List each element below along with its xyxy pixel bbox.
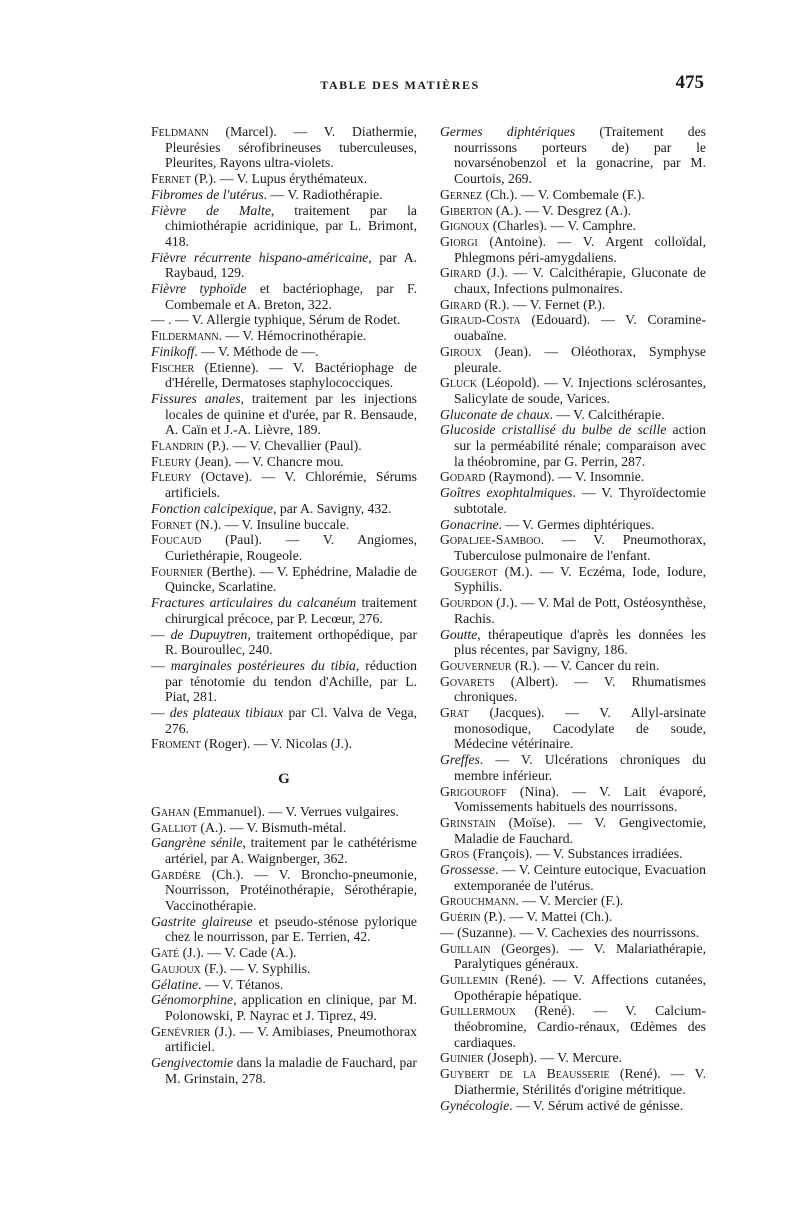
entry-text: . — V. Radiothérapie.	[263, 186, 383, 202]
entry-text: (Marcel). — V. Diathermie, Pleurésies sérofibrineuses tuberculeuses, Pleurites, Rayons ultra-violets.	[165, 124, 417, 171]
entry-text: (Jacques). — V. Allyl-arsinate monosodique, Cacodylate de soude, Médecine vétérinaire.	[454, 705, 706, 752]
entry-text: . — V. Mercier (F.).	[515, 893, 624, 909]
entry-text: , thérapeutique d'après les données les plus récentes, par Savigny, 186.	[454, 626, 706, 658]
entry-author: Fleury	[151, 469, 192, 485]
index-entry	[151, 202, 417, 250]
entry-author: Gaujoux	[151, 960, 201, 976]
index-entry	[440, 673, 706, 705]
entry-subject: Glucoside cristallisé du bulbe de scille	[440, 422, 667, 438]
entry-text: , par A. Savigny, 432.	[273, 500, 392, 516]
entry-text: (F.). — V. Syphilis.	[200, 960, 311, 976]
index-entry	[151, 1023, 417, 1055]
index-entry	[440, 752, 706, 783]
entry-subject: Fièvre typhoïde	[151, 281, 247, 297]
entry-author: Fischer	[151, 359, 195, 375]
entry-text: (Joseph). — V. Mercure.	[483, 1050, 623, 1066]
index-entry	[151, 992, 417, 1023]
entry-author: Galliot	[151, 819, 197, 835]
entry-text: . — V. Tétanos.	[198, 976, 284, 992]
entry-text: (Berthe). — V. Ephédrine, Maladie de Quincke, Scarlatine.	[165, 563, 417, 595]
entry-author: Feldmann	[151, 124, 209, 139]
entry-author: Fildermann	[151, 328, 219, 344]
index-entry	[440, 516, 706, 533]
index-entry	[151, 563, 417, 595]
entry-author: Guérin	[440, 909, 481, 925]
entry-text: (Ch.). — V. Combemale (F.).	[482, 186, 645, 202]
entry-subject: Gonacrine	[440, 516, 499, 532]
index-entry	[440, 218, 706, 234]
entry-text: (René). — V. Diathermie, Stérilités d'origine métritique.	[454, 1066, 706, 1097]
entry-author: Giraud-Costa	[440, 312, 521, 328]
entry-subject: Gengivectomie	[151, 1055, 234, 1071]
index-entry	[151, 657, 417, 705]
entry-text: —	[151, 626, 171, 642]
entry-text: , par A. Raybaud, 129.	[165, 249, 417, 281]
index-entry	[151, 438, 417, 454]
entry-author: Fleury	[151, 453, 192, 469]
entry-subject: Fonction calcipexique	[151, 500, 273, 516]
entry-text: (Emmanuel). — V. Verrues vulgaires.	[189, 803, 399, 819]
entry-text: (Octave). — V. Chlorémie, Sérums artificiels.	[165, 469, 417, 501]
index-entry	[151, 249, 417, 281]
entry-author: Guinier	[440, 1050, 484, 1066]
entry-text: —	[151, 657, 171, 673]
entry-author: Genévrier	[151, 1023, 211, 1039]
index-entry	[151, 281, 417, 312]
index-entry	[440, 202, 706, 219]
entry-subject: Finikoff	[151, 343, 195, 359]
index-entry	[151, 359, 417, 391]
index-entry	[440, 233, 706, 265]
index-entry	[440, 1066, 706, 1097]
index-entry	[151, 532, 417, 563]
index-entry	[440, 265, 706, 297]
entry-text: (J.). — V. Mal de Pott, Ostéosynthèse, Rachis.	[454, 595, 706, 626]
index-entry	[440, 186, 706, 203]
entry-text: , application en clinique, par M. Polonowski, P. Nayrac et J. Tiprez, 49.	[165, 992, 417, 1023]
index-entry	[151, 516, 417, 533]
running-title: TABLE DES MATIÈRES	[320, 78, 480, 92]
index-entry	[440, 343, 706, 375]
entry-subject: Grossesse	[440, 862, 496, 878]
entry-author: Grouchmann	[440, 893, 516, 909]
entry-text: (Etienne). — V. Bactériophage de d'Hérelle, Dermatoses staphylococciques.	[165, 359, 417, 391]
entry-author: Govarets	[440, 673, 495, 689]
entry-author: Fournier	[151, 563, 204, 579]
entry-text: . — V. Ulcérations chroniques du membre inférieur.	[454, 752, 706, 783]
entry-text: (Nina). — V. Lait évaporé, Vomissements habituels des nourrissons.	[454, 783, 706, 815]
entry-text: , traitement orthopédique, par R. Bouroullec, 240.	[165, 626, 418, 658]
entry-subject: Fissures anales	[151, 390, 241, 406]
entry-text: , traitement par la chimiothérapie acridinique, par L. Brimont, 418.	[165, 202, 417, 249]
index-entry	[151, 312, 417, 328]
index-entry	[440, 406, 706, 423]
index-entry	[151, 343, 417, 360]
entry-author: Girard	[440, 296, 481, 312]
entry-subject: Goîtres exophtalmiques	[440, 485, 573, 501]
entry-text: . — V. Calcithérapie.	[549, 406, 665, 422]
index-entry	[440, 924, 706, 941]
entry-text: et bactériophage, par F. Combemale et A. Breton, 322.	[165, 281, 417, 312]
entry-text: (Traitement des nourrissons porteurs de) par le novarsénobenzol et la gonacrine, par M. Courtois, 269.	[454, 124, 706, 187]
entry-author: Girard	[440, 265, 481, 281]
index-entry	[440, 1050, 706, 1066]
index-entry	[440, 296, 706, 313]
entry-text: (M.). — V. Eczéma, Iode, Iodure, Syphilis.	[454, 563, 706, 595]
entry-text: (Albert). — V. Rhumatismes chroniques.	[454, 673, 706, 705]
entry-subject: Gynécologie	[440, 1097, 510, 1113]
entry-text: (Jean). — V. Chancre mou.	[191, 453, 344, 469]
entry-text: (René). — V. Calcium-théobromine, Cardio-rénaux, Œdèmes des cardiaques.	[454, 1003, 706, 1050]
entry-author: Gougerot	[440, 563, 498, 579]
entry-author: Gouverneur	[440, 657, 512, 673]
entry-text: (Ch.). — V. Broncho-pneumonie, Nourrisson, Protéinothérapie, Sérothérapie, Vaccinothérapie.	[165, 866, 417, 914]
entry-subject: Gélatine	[151, 976, 199, 992]
entry-text: (Jean). — Oléothorax, Symphyse pleurale.	[454, 343, 706, 375]
entry-author: Grigouroff	[440, 783, 507, 799]
index-entry	[440, 909, 706, 925]
entry-subject: Fibromes de l'utérus	[151, 186, 264, 202]
entry-subject: Génomorphine	[151, 992, 234, 1008]
index-entry	[151, 835, 417, 866]
entry-author: Flandrin	[151, 438, 204, 454]
entry-author: Fornet	[151, 516, 192, 532]
index-entry	[151, 803, 417, 820]
entry-author: Gros	[440, 846, 470, 862]
entry-subject: Fièvre de Malte	[151, 202, 271, 218]
entry-text: — . — V. Allergie typhique, Sérum de Rodet.	[151, 312, 401, 328]
entry-text: —	[151, 705, 170, 721]
entry-author: Gluck	[440, 375, 478, 391]
entry-author: Froment	[151, 736, 201, 752]
entry-author: Giroux	[440, 343, 482, 359]
index-entry	[151, 500, 417, 517]
entry-author: Guybert de la Beausserie	[440, 1066, 610, 1082]
entry-subject: des plateaux tibiaux	[169, 705, 284, 721]
entry-text: , traitement par le cathétérisme artériel, par A. Waignberger, 362.	[165, 835, 417, 866]
entry-text: — (Suzanne). — V. Cachexies des nourrissons.	[440, 924, 700, 940]
entry-text: traitement chirurgical précoce, par P. Lecœur, 276.	[165, 595, 417, 626]
index-entry	[151, 866, 417, 914]
entry-author: Gardère	[151, 866, 201, 882]
entry-text: action sur la perméabilité rénale; comparaison avec la théobromine, par G. Perrin, 287.	[454, 422, 706, 469]
entry-text: , réduction par ténotomie du tendon d'Achille, par L. Piat, 281.	[165, 657, 417, 705]
index-entry	[151, 328, 417, 344]
entry-author: Guillermoux	[440, 1003, 516, 1019]
entry-subject: Gluconate de chaux	[440, 406, 550, 422]
entry-text: (Georges). — V. Malariathérapie, Paralytiques généraux.	[454, 940, 706, 972]
entry-subject: Greffes	[440, 752, 480, 768]
index-entry	[151, 453, 417, 470]
index-entry	[440, 1003, 706, 1050]
index-entry	[440, 940, 706, 972]
page-number: 475	[675, 72, 704, 93]
index-entry	[151, 124, 417, 171]
entry-text: (N.). — V. Insuline buccale.	[191, 516, 350, 532]
entry-text: . — V. Méthode de —.	[194, 343, 319, 359]
index-entry	[151, 736, 417, 752]
index-entry	[151, 913, 417, 945]
entry-author: Gopaljee-Samboo	[440, 532, 541, 548]
entry-subject: Gangrène sénile	[151, 835, 243, 851]
entry-author: Giberton	[440, 202, 493, 218]
entry-text: . — V. Germes diphtériques.	[498, 516, 655, 532]
index-entry	[440, 971, 706, 1003]
entry-author: Gaté	[151, 945, 180, 961]
entry-author: Grat	[440, 705, 469, 721]
entry-subject: Gastrite glaireuse	[151, 913, 253, 929]
entry-text: (Edouard). — V. Coramine-ouabaïne.	[454, 312, 706, 344]
index-entry	[151, 390, 417, 438]
index-entry	[151, 960, 417, 977]
entry-author: Gourdon	[440, 595, 493, 611]
index-entry	[151, 469, 417, 501]
index-entry	[151, 595, 417, 626]
entry-author: Foucaud	[151, 532, 202, 548]
index-entry	[440, 814, 706, 846]
entry-author: Giorgi	[440, 233, 478, 249]
entry-text: (R.). — V. Fernet (P.).	[481, 296, 606, 312]
index-entry	[440, 375, 706, 406]
index-entry	[151, 171, 417, 187]
index-entry	[440, 485, 706, 516]
index-entry	[151, 945, 417, 961]
entry-text: (Raymond). — V. Insomnie.	[485, 469, 645, 485]
entry-author: Gernez	[440, 186, 483, 202]
entry-subject: Goutte	[440, 626, 478, 642]
entry-text: (A.). — V. Desgrez (A.).	[492, 202, 632, 218]
entry-text: . — V. Sérum activé de génisse.	[509, 1097, 684, 1113]
entry-text: (R.). — V. Cancer du rein.	[511, 657, 660, 673]
index-entry	[151, 976, 417, 993]
entry-text: (Antoine). — V. Argent colloïdal, Phlegmons péri-amygdaliens.	[454, 233, 706, 265]
entry-subject: de Dupuytren	[170, 626, 248, 642]
entry-text: (Roger). — V. Nicolas (J.).	[200, 736, 353, 752]
index-entry	[151, 186, 417, 203]
entry-text: . — V. Ceinture eutocique, Evacuation extemporanée de l'utérus.	[454, 862, 706, 893]
entry-text: (J.). — V. Calcithérapie, Gluconate de chaux, Infections pulmonaires.	[454, 265, 706, 297]
entry-subject: Fractures articulaires du calcanéum	[151, 595, 357, 611]
index-entry	[440, 846, 706, 862]
entry-text: (A.). — V. Bismuth-métal.	[196, 819, 347, 835]
entry-subject: marginales postérieures du tibia	[170, 657, 356, 673]
entry-text: par Cl. Valva de Vega, 276.	[165, 705, 417, 736]
index-entry	[151, 626, 418, 658]
entry-text: (Léopold). — V. Injections sclérosantes, Salicylate de soude, Varices.	[454, 375, 706, 406]
entry-text: . — V. Hémocrinothérapie.	[218, 328, 367, 344]
index-column-left	[151, 124, 417, 1086]
index-entry	[440, 422, 706, 469]
index-entry	[440, 532, 706, 563]
index-entry	[440, 657, 706, 674]
index-entry	[151, 1055, 417, 1086]
entry-author: Fernet	[151, 171, 191, 187]
entry-author: Gahan	[151, 803, 190, 819]
entry-text: (J.). — V. Amibiases, Pneumothorax artificiel.	[165, 1023, 417, 1055]
entry-text: (Moïse). — V. Gengivectomie, Maladie de Fauchard.	[454, 814, 706, 846]
entry-author: Gignoux	[440, 218, 490, 234]
entry-text: (P.). — V. Mattei (Ch.).	[480, 909, 613, 925]
index-entry	[440, 862, 706, 893]
index-entry	[440, 563, 706, 595]
entry-text: (P.). — V. Chevallier (Paul).	[203, 438, 362, 454]
entry-author: Guillemin	[440, 971, 499, 987]
index-entry	[440, 312, 706, 344]
entry-text: (Charles). — V. Camphre.	[489, 218, 636, 234]
index-entry	[440, 893, 706, 909]
entry-text: , traitement par les injections locales de quinine et d'urée, par R. Bensaude, A. Caïn et J.-A. Lièvre, 189.	[165, 390, 417, 438]
index-entry	[440, 469, 706, 485]
index-entry	[440, 783, 706, 815]
index-entry	[440, 1097, 706, 1114]
index-entry	[440, 705, 706, 752]
index-entry	[440, 124, 706, 187]
index-entry	[440, 626, 706, 658]
entry-text: (Paul). — V. Angiomes, Curiethérapie, Rougeole.	[165, 532, 417, 563]
index-column-right	[440, 124, 706, 1113]
entry-text: . — V. Pneumothorax, Tuberculose pulmonaire de l'enfant.	[454, 532, 706, 563]
index-entry	[440, 595, 706, 626]
entry-subject: Germes diphtériques	[440, 124, 576, 139]
entry-text: (François). — V. Substances irradiées.	[469, 846, 683, 862]
entry-text: (J.). — V. Cade (A.).	[179, 945, 297, 961]
section-letter-heading: G	[278, 771, 290, 788]
index-entry	[151, 705, 417, 736]
entry-author: Grinstain	[440, 814, 496, 830]
entry-text: dans la maladie de Fauchard, par M. Grinstain, 278.	[165, 1055, 417, 1086]
entry-text: . — V. Thyroïdectomie subtotale.	[454, 485, 706, 516]
entry-author: Guillain	[440, 940, 491, 956]
index-entry	[151, 819, 417, 836]
entry-text: (René). — V. Affections cutanées, Opothérapie hépatique.	[454, 971, 706, 1003]
entry-subject: Fièvre récurrente hispano-américaine	[151, 249, 369, 265]
entry-text: et pseudo-sténose pylorique chez le nourrisson, par E. Terrien, 42.	[165, 913, 417, 945]
entry-author: Godard	[440, 469, 486, 485]
entry-text: (P.). — V. Lupus érythémateux.	[190, 171, 368, 187]
